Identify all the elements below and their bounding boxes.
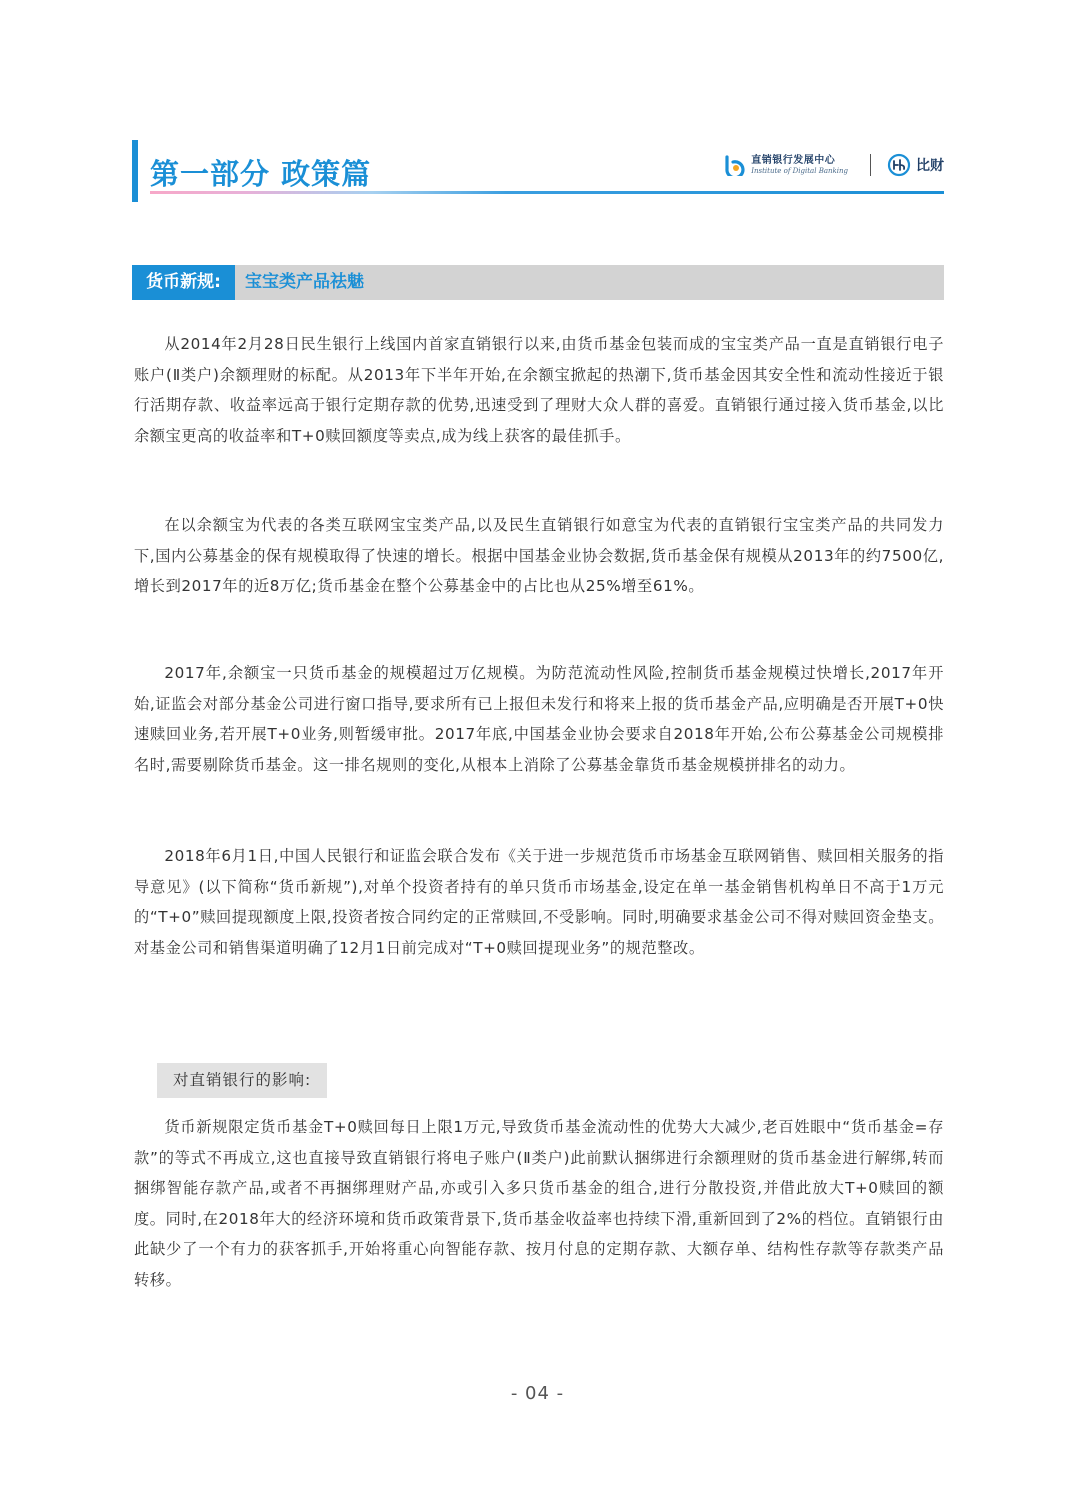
bicai-logo-icon <box>887 153 911 177</box>
institute-logo-icon <box>724 154 746 176</box>
paragraph: 2017年,余额宝一只货币基金的规模超过万亿规模。为防范流动性风险,控制货币基金规模过快增长,2017年开始,证监会对部分基金公司进行窗口指导,要求所有已上报但未发行和将来上报的货币基金产品,应明确是否开展T+0快速赎回业务,若开展T+0业务,则暂缓审批。2017年底,中国基金业协会要求自2018年开始,公布公募基金公司规模排名时,需要剔除货币基金。这一排名规则的变化,从根本上消除了公募基金靠货币基金规模拼排名的动力。 <box>134 664 944 774</box>
institute-name-cn: 直销银行发展中心 <box>751 154 836 166</box>
page-title: 第一部分 政策篇 <box>150 157 372 191</box>
page-header <box>132 140 944 202</box>
title-underline <box>150 191 944 194</box>
paragraph: 在以余额宝为代表的各类互联网宝宝类产品,以及民生直销银行如意宝为代表的直销银行宝宝类产品的共同发力下,国内公募基金的保有规模取得了快速的增长。根据中国基金业协会数据,货币基金保有规模从2013年的约7500亿,增长到2017年的近8万亿;货币基金在整个公募基金中的占比也从25%增至61%。 <box>134 516 944 595</box>
impact-heading: 对直销银行的影响: <box>157 1063 327 1098</box>
title-accent-bar <box>132 140 138 202</box>
page-number: - 04 - <box>510 1383 565 1404</box>
logo-divider <box>870 154 871 176</box>
section-tag: 货币新规: <box>132 265 235 300</box>
institute-logo-text <box>751 156 848 175</box>
paragraph: 2018年6月1日,中国人民银行和证监会联合发布《关于进一步规范货币市场基金互联网销售、赎回相关服务的指导意见》(以下简称“货币新规”),对单个投资者持有的单只货币市场基金,设定在单一基金销售机构单日不高于1万元的“T+0”赎回提现额度上限,投资者按合同约定的正常赎回,不受影响。同时,明确要求基金公司不得对赎回资金垫支。对基金公司和销售渠道明确了12月1日前完成对“T+0赎回提现业务”的规范整改。 <box>134 847 944 957</box>
header-logos <box>724 150 944 180</box>
bicai-logo-text: 比财 <box>916 158 944 174</box>
institute-name-en: Institute of Digital Banking <box>751 166 848 175</box>
paragraph: 从2014年2月28日民生银行上线国内首家直销银行以来,由货币基金包装而成的宝宝类产品一直是直销银行电子账户(Ⅱ类户)余额理财的标配。从2013年下半年开始,在余额宝掀起的热潮下,货币基金因其安全性和流动性接近于银行活期存款、收益率远高于银行定期存款的优势,迅速受到了理财大众人群的喜爱。直销银行通过接入货币基金,以比余额宝更高的收益率和T+0赎回额度等卖点,成为线上获客的最佳抓手。 <box>134 335 944 445</box>
section-title: 宝宝类产品祛魅 <box>245 272 364 292</box>
section-heading <box>132 265 944 300</box>
impact-paragraph: 货币新规限定货币基金T+0赎回每日上限1万元,导致货币基金流动性的优势大大减少,老百姓眼中“货币基金=存款”的等式不再成立,这也直接导致直销银行将电子账户(Ⅱ类户)此前默认捆绑进行余额理财的货币基金进行解绑,转而捆绑智能存款产品,或者不再捆绑理财产品,亦或引入多只货币基金的组合,进行分散投资,并借此放大T+0赎回的额度。同时,在2018年大的经济环境和货币政策背景下,货币基金收益率也持续下滑,重新回到了2%的档位。直销银行由此缺少了一个有力的获客抓手,开始将重心向智能存款、按月付息的定期存款、大额存单、结构性存款等存款类产品转移。 <box>134 1118 944 1289</box>
